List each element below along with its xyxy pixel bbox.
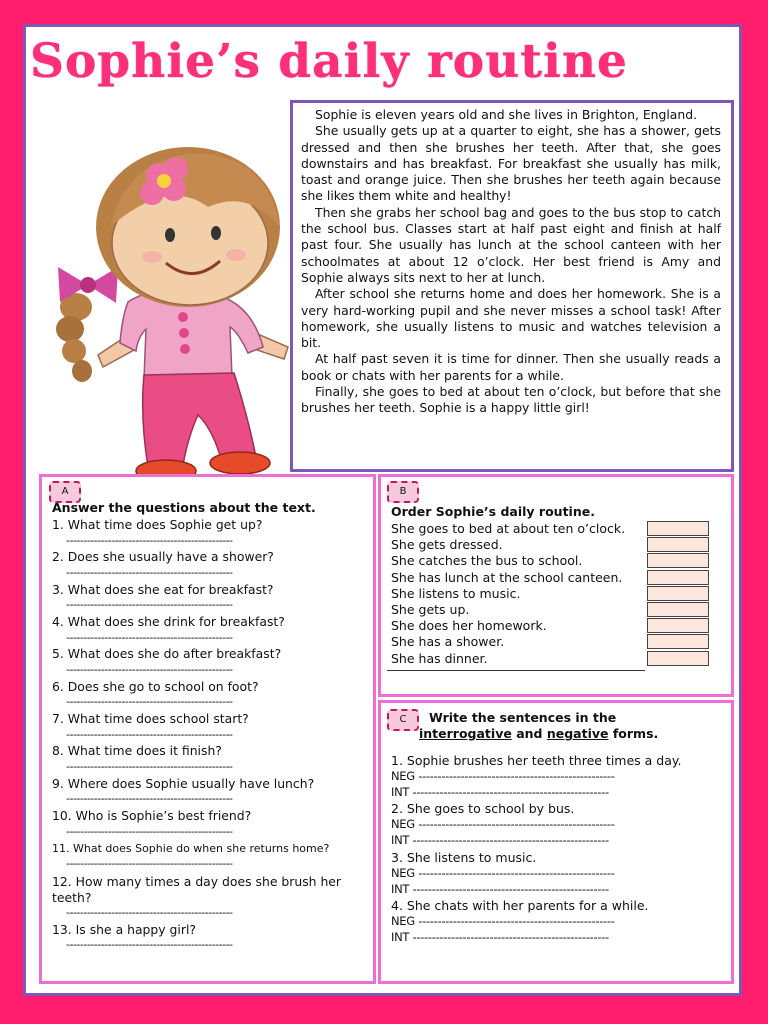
- order-number-box[interactable]: [647, 586, 709, 601]
- order-number-box[interactable]: [647, 521, 709, 536]
- worksheet-title: Sophie’s daily routine: [30, 34, 628, 89]
- divider: [387, 670, 645, 671]
- int-answer-line[interactable]: INT ---------------------------------------------------: [391, 833, 609, 847]
- section-c-forms: [378, 700, 734, 984]
- order-number-box[interactable]: [647, 570, 709, 585]
- worksheet: [23, 24, 742, 996]
- section-a-heading: Answer the questions about the text.: [52, 500, 316, 515]
- question: 6. Does she go to school on foot?: [52, 679, 259, 694]
- section-a-tag: A: [49, 481, 81, 503]
- section-b-heading: Order Sophie’s daily routine.: [391, 504, 595, 519]
- answer-line[interactable]: ------------------------------------------------: [66, 663, 233, 676]
- section-c-heading-line2: [419, 726, 658, 741]
- order-number-box[interactable]: [647, 634, 709, 649]
- answer-line[interactable]: ------------------------------------------------: [66, 792, 233, 805]
- word-interrogative: interrogative: [419, 726, 512, 741]
- sentence: 1. Sophie brushes her teeth three times a day.: [391, 753, 682, 768]
- answer-line[interactable]: ------------------------------------------------: [66, 857, 233, 870]
- section-b-order: [378, 474, 734, 697]
- routine-item: She has dinner.: [391, 651, 488, 666]
- question: 5. What does she do after breakfast?: [52, 646, 282, 661]
- routine-item: She does her homework.: [391, 618, 547, 633]
- answer-line[interactable]: ------------------------------------------------: [66, 598, 233, 611]
- order-number-box[interactable]: [647, 553, 709, 568]
- answer-line[interactable]: ------------------------------------------------: [66, 728, 233, 741]
- question: 2. Does she usually have a shower?: [52, 549, 274, 564]
- sentence: 3. She listens to music.: [391, 850, 537, 865]
- routine-item: She goes to bed at about ten o’clock.: [391, 521, 626, 536]
- routine-item: She gets dressed.: [391, 537, 503, 552]
- story-paragraph: She usually gets up at a quarter to eight, she has a shower, gets dressed and then she brushes her teeth. After that, she goes downstairs and has breakfast. For breakfast she usually has milk, toast and orange juice. Then she brushes her teeth again because she likes them white and healthy!: [301, 123, 721, 204]
- word-and: and: [516, 726, 543, 741]
- routine-item: She gets up.: [391, 602, 470, 617]
- neg-answer-line[interactable]: NEG ---------------------------------------------------: [391, 866, 615, 880]
- answer-line[interactable]: ------------------------------------------------: [66, 534, 233, 547]
- question: 3. What does she eat for breakfast?: [52, 582, 274, 597]
- story-paragraph: Finally, she goes to bed at about ten o’clock, but before that she brushes her teeth. Sophie is a happy little girl!: [301, 384, 721, 416]
- routine-item: She listens to music.: [391, 586, 521, 601]
- word-negative: negative: [546, 726, 609, 741]
- question: 10. Who is Sophie’s best friend?: [52, 808, 252, 823]
- neg-answer-line[interactable]: NEG ---------------------------------------------------: [391, 769, 615, 783]
- answer-line[interactable]: ------------------------------------------------: [66, 906, 233, 919]
- question: 7. What time does school start?: [52, 711, 249, 726]
- answer-line[interactable]: ------------------------------------------------: [66, 566, 233, 579]
- question: 11. What does Sophie do when she returns home?: [52, 842, 330, 855]
- routine-item: She catches the bus to school.: [391, 553, 583, 568]
- story-paragraph: Sophie is eleven years old and she lives in Brighton, England.: [315, 107, 698, 122]
- neg-answer-line[interactable]: NEG ---------------------------------------------------: [391, 914, 615, 928]
- answer-line[interactable]: ------------------------------------------------: [66, 760, 233, 773]
- section-c-heading-line1: Write the sentences in the: [429, 710, 617, 725]
- story-paragraph: Then she grabs her school bag and goes to the bus stop to catch the school bus. Classes start at half past eight and finish at half past four. She usually has lunch at the school canteen with her schoolmates at about 12 o’clock. Her best friend is Amy and Sophie always sits next to her at lunch.: [301, 204, 721, 285]
- order-number-box[interactable]: [647, 537, 709, 552]
- routine-item: She has lunch at the school canteen.: [391, 570, 623, 585]
- order-number-box[interactable]: [647, 602, 709, 617]
- routine-item: She has a shower.: [391, 634, 505, 649]
- girl-illustration: [48, 117, 298, 487]
- order-number-box[interactable]: [647, 618, 709, 633]
- question: 8. What time does it finish?: [52, 743, 222, 758]
- section-c-tag: C: [387, 709, 419, 731]
- question: 9. Where does Sophie usually have lunch?: [52, 776, 315, 791]
- sentence: 4. She chats with her parents for a while.: [391, 898, 649, 913]
- answer-line[interactable]: ------------------------------------------------: [66, 825, 233, 838]
- order-number-box[interactable]: [647, 651, 709, 666]
- story-text: [290, 100, 734, 472]
- answer-line[interactable]: ------------------------------------------------: [66, 631, 233, 644]
- question-continued: teeth?: [52, 890, 92, 905]
- int-answer-line[interactable]: INT ---------------------------------------------------: [391, 930, 609, 944]
- question: 1. What time does Sophie get up?: [52, 517, 263, 532]
- int-answer-line[interactable]: INT ---------------------------------------------------: [391, 785, 609, 799]
- answer-line[interactable]: ------------------------------------------------: [66, 695, 233, 708]
- question: 12. How many times a day does she brush her: [52, 874, 342, 889]
- section-a-questions: [39, 474, 376, 984]
- int-answer-line[interactable]: INT ---------------------------------------------------: [391, 882, 609, 896]
- story-paragraph: After school she returns home and does her homework. She is a very hard-working pupil and she never misses a school task! After homework, she usually listens to music and watches television a bit.: [301, 286, 721, 351]
- word-forms: forms.: [612, 726, 659, 741]
- sentence: 2. She goes to school by bus.: [391, 801, 575, 816]
- question: 4. What does she drink for breakfast?: [52, 614, 285, 629]
- neg-answer-line[interactable]: NEG ---------------------------------------------------: [391, 817, 615, 831]
- question: 13. Is she a happy girl?: [52, 922, 196, 937]
- answer-line[interactable]: ------------------------------------------------: [66, 938, 233, 951]
- section-b-tag: B: [387, 481, 419, 503]
- story-paragraph: At half past seven it is time for dinner. Then she usually reads a book or chats with her parents for a while.: [301, 351, 721, 383]
